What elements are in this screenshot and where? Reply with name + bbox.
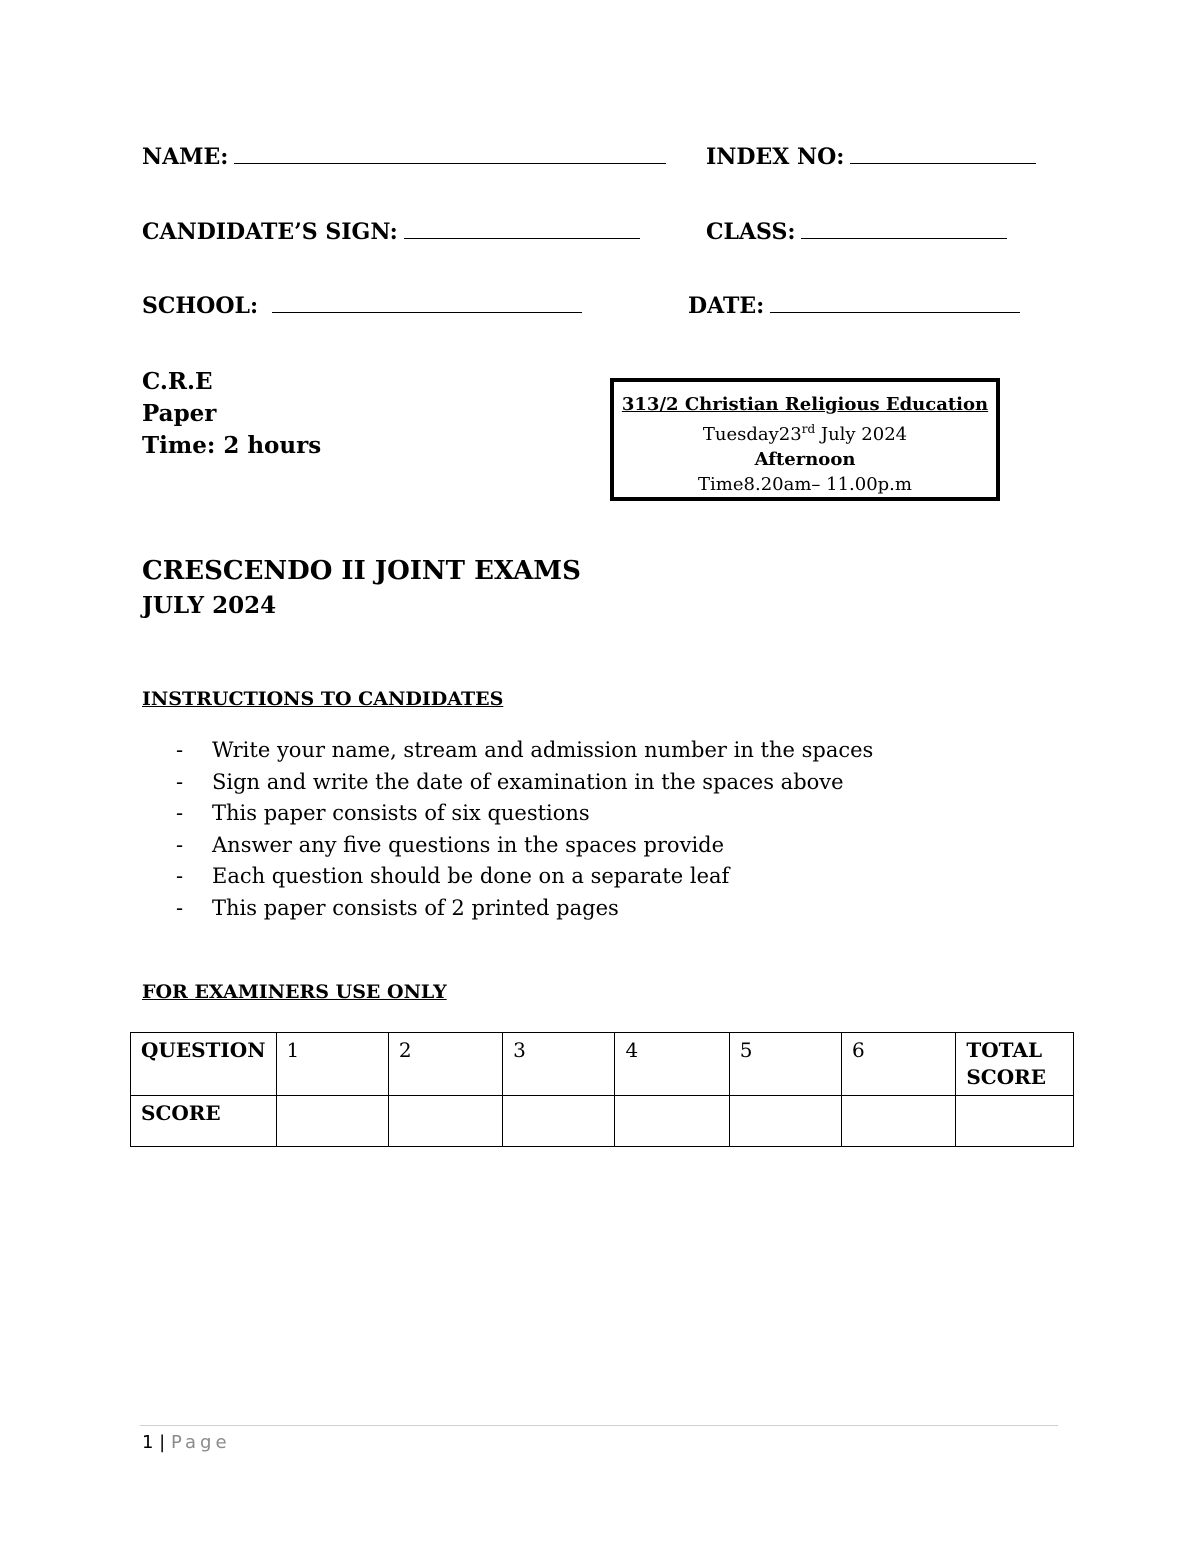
school-field[interactable]: [142, 293, 582, 319]
list-item: - Answer any five questions in the spaces provide: [176, 832, 725, 857]
question-number-cell: 6: [842, 1033, 956, 1096]
score-cell[interactable]: [729, 1096, 841, 1147]
index-label: INDEX NO:: [706, 144, 845, 170]
page-footer: [142, 1432, 231, 1453]
question-number-cell: 2: [388, 1033, 502, 1096]
score-table: [130, 1032, 1074, 1147]
question-header-cell: QUESTION: [131, 1033, 277, 1096]
school-label: SCHOOL:: [142, 293, 259, 319]
class-field[interactable]: [706, 219, 1007, 245]
footer-separator: |: [153, 1432, 171, 1453]
footer-divider: [140, 1425, 1058, 1426]
sign-field[interactable]: [142, 219, 640, 245]
index-field[interactable]: [706, 144, 1036, 170]
question-number-cell: 1: [276, 1033, 388, 1096]
score-cell[interactable]: [388, 1096, 502, 1147]
subject-block: [142, 366, 321, 462]
question-number-cell: 5: [729, 1033, 841, 1096]
total-score-header-cell: TOTAL SCORE: [956, 1033, 1074, 1096]
exam-subtitle: JULY 2024: [142, 592, 277, 619]
question-number-cell: 3: [503, 1033, 615, 1096]
total-score-cell[interactable]: [956, 1096, 1074, 1147]
list-item: - Sign and write the date of examination in the spaces above: [176, 769, 844, 794]
name-label: NAME:: [142, 144, 229, 170]
sign-label: CANDIDATE’S SIGN:: [142, 219, 398, 245]
examiners-heading: FOR EXAMINERS USE ONLY: [142, 981, 447, 1003]
subject-paper: Paper: [142, 400, 217, 427]
score-header-cell: SCORE: [131, 1096, 277, 1147]
name-field[interactable]: [142, 144, 666, 170]
question-number-cell: 4: [615, 1033, 729, 1096]
school-line[interactable]: [272, 308, 582, 313]
table-row: [131, 1096, 1074, 1147]
score-cell[interactable]: [503, 1096, 615, 1147]
exam-date: Tuesday23rd July 2024: [702, 422, 908, 445]
list-item: - This paper consists of six questions: [176, 801, 590, 826]
score-cell[interactable]: [615, 1096, 729, 1147]
table-row: [131, 1033, 1074, 1096]
list-item: - This paper consists of 2 printed pages: [176, 895, 619, 920]
score-cell[interactable]: [276, 1096, 388, 1147]
index-line[interactable]: [850, 159, 1036, 164]
exam-info-box: [610, 378, 1000, 501]
list-item: - Each question should be done on a separate leaf: [176, 864, 730, 889]
subject-time: Time: 2 hours: [142, 432, 322, 459]
date-label: DATE:: [688, 293, 765, 319]
exam-session: Afternoon: [754, 449, 856, 470]
page-number: 1: [142, 1432, 154, 1453]
exam-time: Time8.20am– 11.00p.m: [698, 474, 912, 495]
subject-code: C.R.E: [142, 368, 213, 395]
sign-line[interactable]: [404, 234, 640, 239]
class-label: CLASS:: [706, 219, 796, 245]
score-cell[interactable]: [842, 1096, 956, 1147]
instructions-heading: INSTRUCTIONS TO CANDIDATES: [142, 688, 504, 710]
class-line[interactable]: [801, 234, 1007, 239]
list-item: - Write your name, stream and admission number in the spaces: [176, 738, 874, 762]
date-field[interactable]: [688, 293, 1020, 319]
name-line[interactable]: [234, 159, 666, 164]
exam-title: CRESCENDO II JOINT EXAMS: [142, 556, 581, 586]
page-word: Page: [170, 1432, 231, 1453]
paper-title: 313/2 Christian Religious Education: [621, 394, 989, 415]
date-line[interactable]: [770, 308, 1020, 313]
instructions-list: [140, 735, 873, 925]
